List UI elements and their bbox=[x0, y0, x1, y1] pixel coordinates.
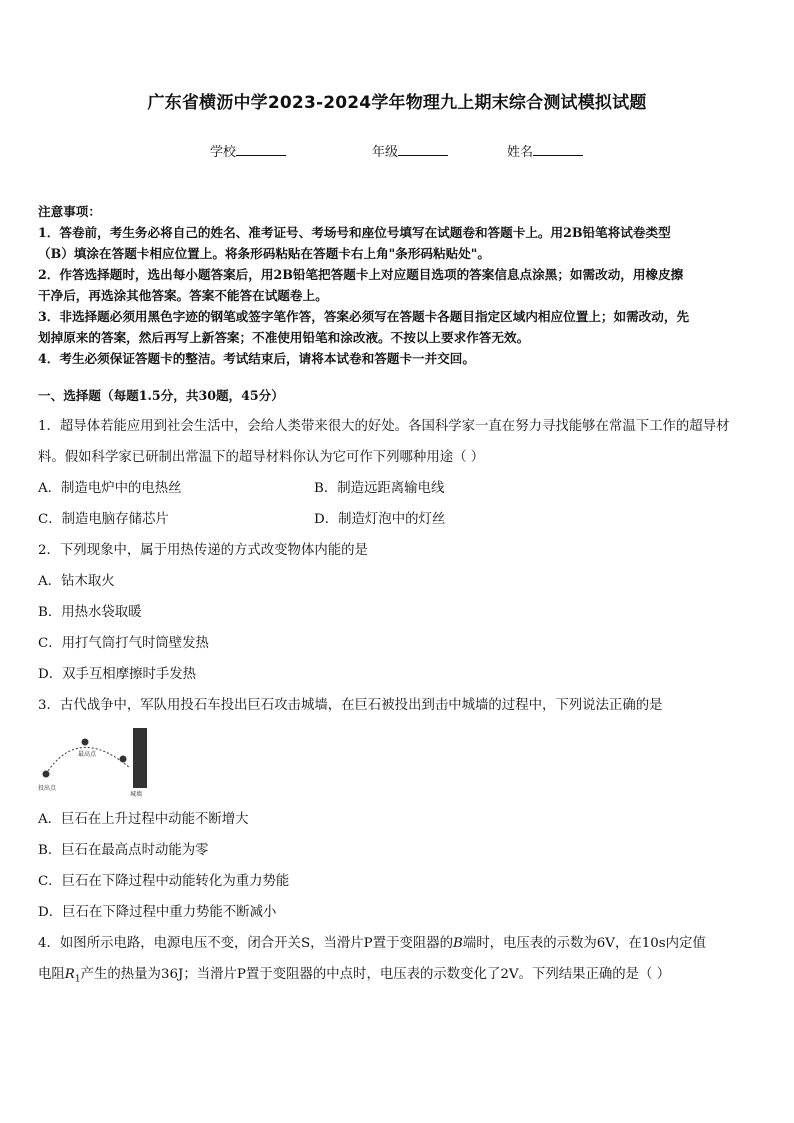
q4-stem-line1 bbox=[38, 928, 762, 959]
fig-label-wall: 城墙 bbox=[130, 791, 143, 798]
fig-label-top: 最高点 bbox=[78, 751, 97, 758]
q1-option-c[interactable]: C．制造电脑存储芯片 bbox=[38, 512, 169, 527]
q3-option-d[interactable]: D．巨石在下降过程中重力势能不断减小 bbox=[38, 905, 277, 920]
notice-line: 2．作答选择题时，选出每小题答案后，用2B铅笔把答题卡上对应题目选项的答案信息点涂黑；如需改动，用橡皮擦 bbox=[38, 267, 684, 282]
top-stone bbox=[82, 739, 89, 746]
q4-text: 产生的热量为36J；当滑片P置于变阻器的中点时，电压表的示数变化了2V。下列结果正确的是（ ） bbox=[80, 967, 671, 982]
notice-line: 3．非选择题必须用黑色字迹的钢笔或签字笔作答，答案必须写在答题卡各题目指定区域内相应位置上；如需改动，先 bbox=[38, 309, 690, 324]
section-heading: 一、选择题（每题1.5分，共30题，45分） bbox=[38, 388, 284, 403]
notice-line: （B）填涂在答题卡相应位置上。将条形码粘贴在答题卡右上角"条形码粘贴处"。 bbox=[38, 246, 490, 261]
notice-line: 1．答卷前，考生务必将自己的姓名、准考证号、考场号和座位号填写在试题卷和答题卡上。用2B铅笔将试卷类型 bbox=[38, 225, 671, 240]
school-field[interactable] bbox=[210, 141, 286, 160]
q2-stem: 2．下列现象中，属于用热传递的方式改变物体内能的是 bbox=[38, 543, 368, 558]
q2-option-a[interactable]: A．钻木取火 bbox=[38, 574, 115, 589]
section-questions-1 bbox=[38, 380, 762, 721]
grade-field[interactable] bbox=[372, 141, 448, 160]
notice-block bbox=[38, 201, 760, 369]
q3-stem: 3．古代战争中，军队用投石车投出巨石攻击城墙，在巨石被投出到击中城墙的过程中，下列说法正确的是 bbox=[38, 698, 663, 713]
q2-option-d[interactable]: D．双手互相摩擦时手发热 bbox=[38, 667, 197, 682]
q1-option-d[interactable]: D．制造灯泡中的灯丝 bbox=[314, 512, 446, 527]
fig-label-start: 投出点 bbox=[38, 785, 57, 792]
grade-label: 年级 bbox=[372, 145, 399, 160]
page-title: 广东省横沥中学2023-2024学年物理九上期末综合测试模拟试题 bbox=[147, 93, 647, 113]
notice-line: 4．考生必须保证答题卡的整洁。考试结束后，请将本试卷和答题卡一并交回。 bbox=[38, 351, 475, 366]
notice-heading: 注意事项： bbox=[38, 204, 101, 219]
student-info-row bbox=[0, 141, 794, 161]
notice-line: 干净后，再选涂其他答案。答案不能答在试题卷上。 bbox=[38, 288, 328, 303]
school-label: 学校 bbox=[210, 145, 237, 160]
notice-line: 划掉原来的答案，然后再写上新答案；不准使用铅笔和涂改液。不按以上要求作答无效。 bbox=[38, 330, 530, 345]
name-blank[interactable] bbox=[533, 143, 583, 156]
q4-var-b: B bbox=[453, 936, 463, 951]
q2-option-c[interactable]: C．用打气筒打气时筒壁发热 bbox=[38, 636, 209, 651]
q4-var-r: R bbox=[64, 967, 75, 982]
q1-option-a[interactable]: A．制造电炉中的电热丝 bbox=[38, 481, 182, 496]
city-wall bbox=[133, 728, 147, 788]
q4-text: 端时，电压表的示数为6V，在10s内定值 bbox=[462, 936, 706, 951]
grade-blank[interactable] bbox=[398, 143, 448, 156]
school-blank[interactable] bbox=[236, 143, 286, 156]
name-field[interactable] bbox=[507, 141, 583, 160]
q4-text: 电阻 bbox=[38, 967, 65, 982]
start-stone bbox=[43, 771, 50, 778]
section-questions-2 bbox=[38, 804, 762, 996]
q1-stem-line1: 1．超导体若能应用到社会生活中，会给人类带来很大的好处。各国科学家一直在努力寻找能够在常温下工作的超导材 bbox=[38, 419, 730, 434]
falling-stone bbox=[120, 756, 127, 763]
q2-option-b[interactable]: B．用热水袋取暖 bbox=[38, 605, 142, 620]
q1-option-b[interactable]: B．制造远距离输电线 bbox=[314, 481, 445, 496]
q4-text: 4．如图所示电路，电源电压不变，闭合开关S，当滑片P置于变阻器的 bbox=[38, 936, 454, 951]
q3-option-c[interactable]: C．巨石在下降过程中动能转化为重力势能 bbox=[38, 874, 290, 889]
q1-stem-line2: 料。假如科学家已研制出常温下的超导材料你认为它可作下列哪种用途（ ） bbox=[38, 450, 485, 465]
q3-option-b[interactable]: B．巨石在最高点时动能为零 bbox=[38, 843, 209, 858]
q1-options-row-1 bbox=[38, 473, 762, 504]
q1-options-row-2 bbox=[38, 504, 762, 535]
q4-var-r-sub: 1 bbox=[74, 974, 81, 985]
q3-option-a[interactable]: A．巨石在上升过程中动能不断增大 bbox=[38, 812, 249, 827]
q4-stem-line2 bbox=[38, 959, 762, 996]
catapult-diagram bbox=[38, 724, 158, 800]
name-label: 姓名 bbox=[507, 145, 534, 160]
